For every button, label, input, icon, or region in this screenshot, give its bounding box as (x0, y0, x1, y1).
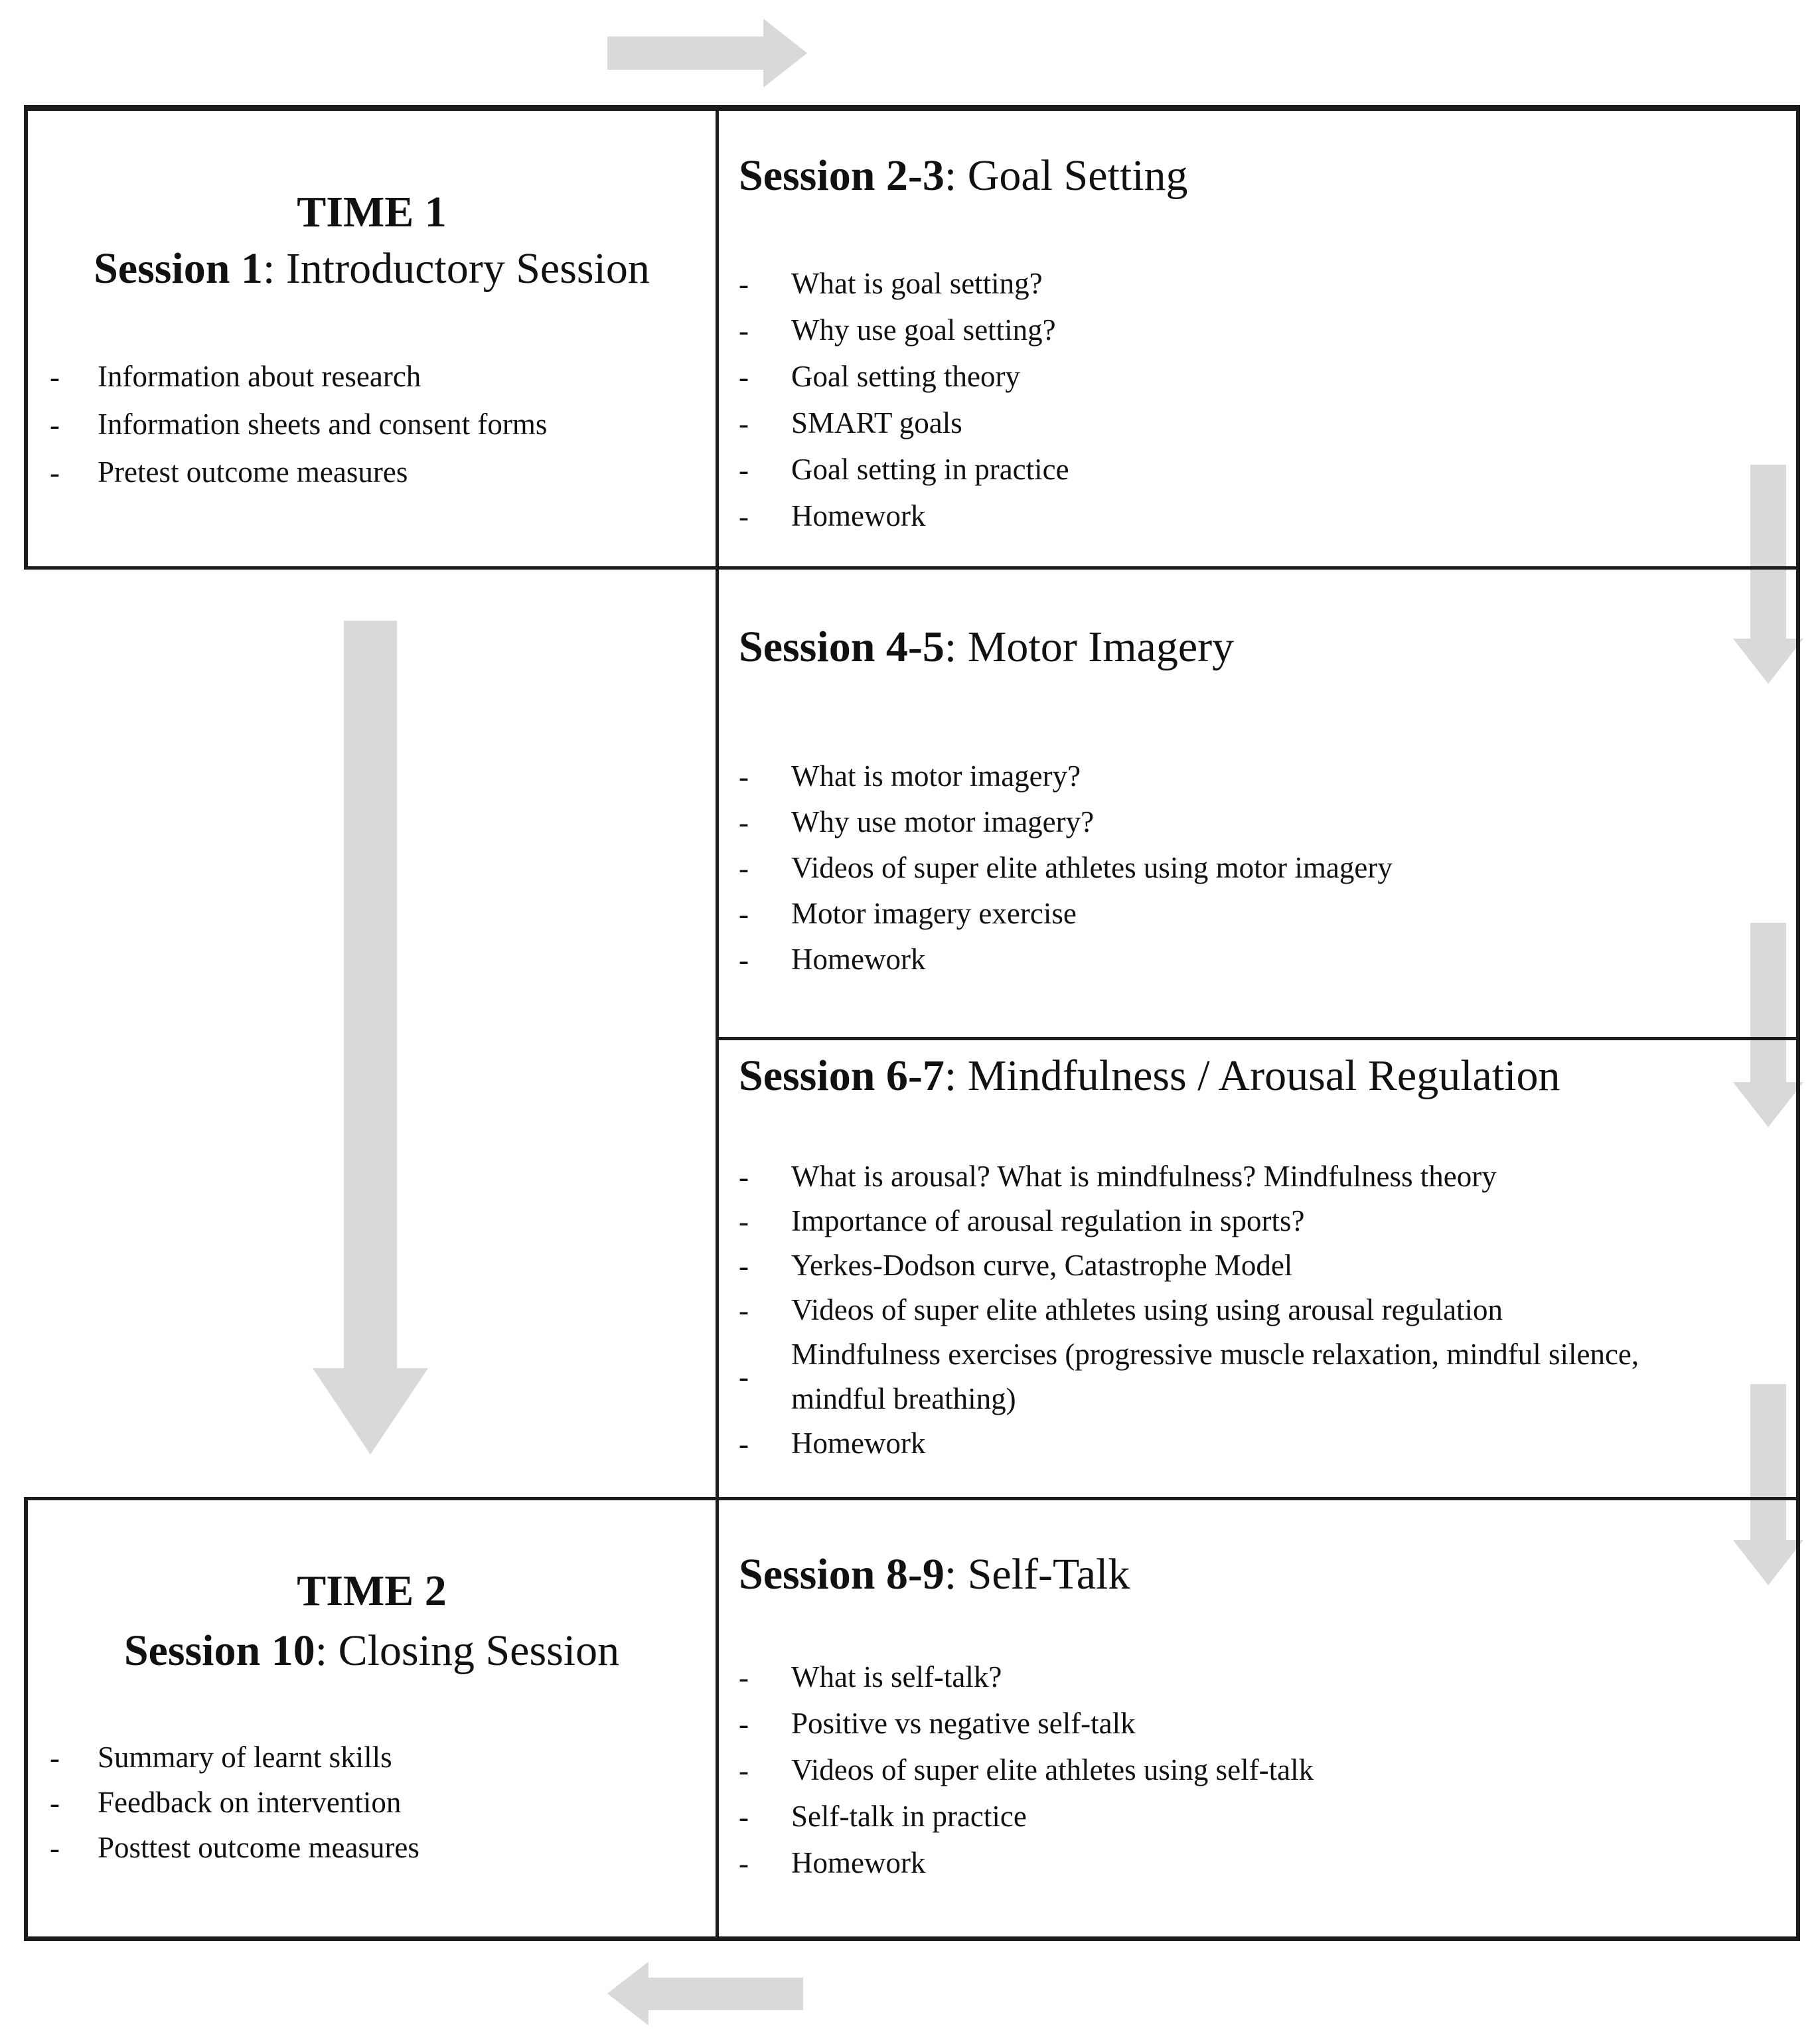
list-item: - Homework (739, 1427, 926, 1460)
list-item: - Homework (739, 1846, 926, 1880)
list-item: - Homework (739, 499, 926, 533)
list-item: - SMART goals (739, 406, 962, 440)
list-item: - Homework (739, 942, 926, 977)
bullet-dash: - (739, 1249, 749, 1283)
bullet-dash: - (50, 456, 60, 489)
bullet-dash: - (739, 1204, 749, 1238)
bullet-dash: - (50, 408, 60, 441)
bullet-dash: - (739, 1293, 749, 1327)
list-item: - Why use motor imagery? (739, 805, 1095, 839)
bullet-dash: - (739, 500, 749, 533)
session-8-9-heading: Session 8-9: Self-Talk (739, 1550, 1130, 1599)
list-item: - Positive vs negative self-talk (739, 1707, 1136, 1741)
time2-session-title: Session 10: Closing Session (123, 1626, 620, 1675)
list-item: - What is self-talk? (739, 1660, 1002, 1694)
bullet-dash: - (739, 805, 749, 839)
list-item: - What is arousal? What is mindfulness? Mindfulness theory (739, 1160, 1497, 1194)
bullet-dash: - (739, 268, 749, 301)
bullet-dash: - (739, 759, 749, 793)
bullet-dash: - (739, 1160, 749, 1194)
bullet-dash: - (739, 897, 749, 931)
table-border-bottom (24, 1936, 1800, 1941)
list-item: - What is goal setting? (739, 267, 1043, 301)
list-item: - Posttest outcome measures (50, 1831, 419, 1865)
list-item: - Pretest outcome measures (50, 455, 408, 489)
cell-session-2-3 (719, 110, 1796, 566)
list-item: - Videos of super elite athletes using using arousal regulation (739, 1293, 1503, 1327)
time2-phase-title: TIME 2 (297, 1567, 447, 1615)
bullet-dash: - (739, 1427, 749, 1460)
list-item: - What is motor imagery? (739, 759, 1081, 793)
bullet-dash: - (50, 1786, 60, 1820)
time1-phase-title: TIME 1 (297, 188, 447, 236)
bullet-dash: - (739, 360, 749, 394)
cell-time2 (28, 1500, 716, 1936)
list-item: - Information about research (50, 360, 421, 394)
cell-time1 (28, 110, 716, 566)
bullet-dash: - (50, 1741, 60, 1774)
bullet-dash: - (739, 1754, 749, 1787)
bullet-dash: - (739, 314, 749, 347)
session-2-3-heading: Session 2-3: Goal Setting (739, 151, 1188, 200)
cell-session-6-7 (719, 1040, 1796, 1497)
list-item: - Summary of learnt skills (50, 1741, 392, 1774)
list-item: - Videos of super elite athletes using motor imagery (739, 850, 1393, 885)
list-item: - Videos of super elite athletes using self-talk (739, 1753, 1314, 1787)
list-item: - Mindfulness exercises (progressive muscle relaxation, mindful silence, mindful breathing) (739, 1338, 1639, 1415)
bullet-dash: - (739, 1661, 749, 1694)
list-item: - Yerkes-Dodson curve, Catastrophe Model (739, 1249, 1293, 1283)
bullet-dash: - (739, 851, 749, 885)
list-item: - Feedback on intervention (50, 1786, 402, 1820)
bullet-dash: - (739, 943, 749, 977)
list-item: - Motor imagery exercise (739, 896, 1077, 931)
session-4-5-heading: Session 4-5: Motor Imagery (739, 623, 1235, 671)
bullet-dash: - (739, 1800, 749, 1834)
list-item: - Goal setting theory (739, 360, 1020, 394)
list-item: - Self-talk in practice (739, 1800, 1027, 1834)
session-6-7-heading: Session 6-7: Mindfulness / Arousal Regulation (739, 1052, 1560, 1100)
bullet-dash: - (739, 453, 749, 487)
bullet-dash: - (739, 407, 749, 440)
list-item: - Information sheets and consent forms (50, 408, 548, 441)
bullet-dash: - (50, 360, 60, 394)
list-item: - Importance of arousal regulation in sports? (739, 1204, 1305, 1238)
bullet-dash: - (50, 1832, 60, 1865)
bullet-dash: - (739, 1360, 749, 1393)
list-item: - Why use goal setting? (739, 313, 1056, 347)
list-item: - Goal setting in practice (739, 453, 1069, 487)
cell-session-8-9 (719, 1500, 1796, 1936)
table-border-right (1796, 105, 1800, 1941)
bullet-dash: - (739, 1847, 749, 1880)
time1-session-title: Session 1: Introductory Session (94, 244, 650, 293)
bullet-dash: - (739, 1707, 749, 1741)
cell-session-4-5 (719, 570, 1796, 1037)
